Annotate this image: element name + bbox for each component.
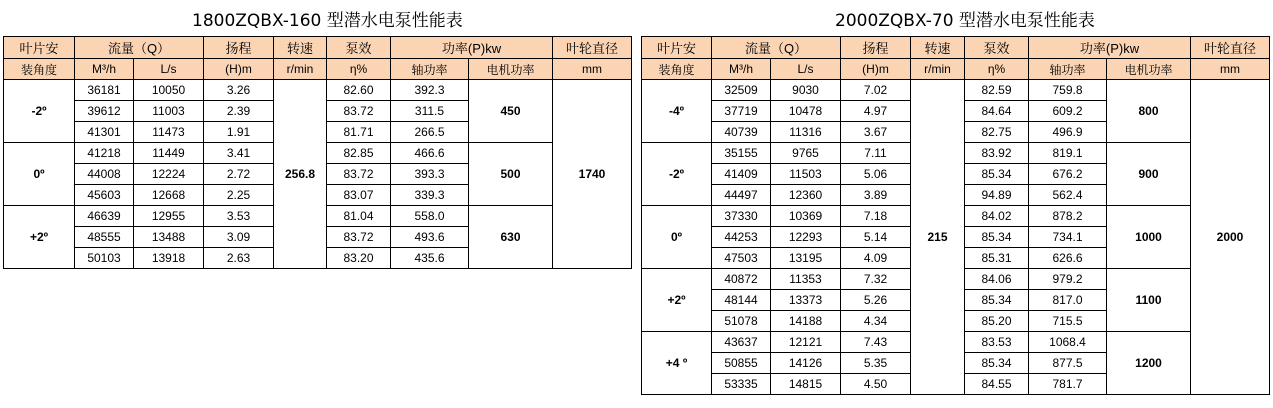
shaft-power-cell: 877.5 xyxy=(1029,353,1107,374)
efficiency-cell: 81.71 xyxy=(327,122,391,143)
speed-cell: 256.8 xyxy=(274,80,327,269)
shaft-power-cell: 266.5 xyxy=(391,122,469,143)
blade-angle-cell: +2º xyxy=(642,269,712,332)
head-cell: 2.72 xyxy=(204,164,274,185)
efficiency-cell: 84.64 xyxy=(965,101,1029,122)
head-cell: 2.63 xyxy=(204,248,274,269)
table-row xyxy=(4,80,632,101)
performance-table-2000zqbx xyxy=(641,36,1270,395)
flow-ls-cell: 10050 xyxy=(134,80,204,101)
blade-angle-cell: +2º xyxy=(4,206,75,269)
flow-ls-cell: 11449 xyxy=(134,143,204,164)
header-head-line1: 扬程 xyxy=(841,37,911,59)
head-cell: 3.53 xyxy=(204,206,274,227)
flow-ls-cell: 9030 xyxy=(771,80,841,101)
flow-m3h-cell: 35155 xyxy=(712,143,771,164)
flow-ls-cell: 14815 xyxy=(771,374,841,395)
flow-ls-cell: 12293 xyxy=(771,227,841,248)
flow-m3h-cell: 48555 xyxy=(75,227,134,248)
efficiency-cell: 85.34 xyxy=(965,164,1029,185)
header-impeller-line2: mm xyxy=(553,59,632,80)
shaft-power-cell: 1068.4 xyxy=(1029,332,1107,353)
head-cell: 3.41 xyxy=(204,143,274,164)
flow-ls-cell: 12224 xyxy=(134,164,204,185)
efficiency-cell: 85.34 xyxy=(965,353,1029,374)
header-head-line1: 扬程 xyxy=(204,37,274,59)
head-cell: 3.26 xyxy=(204,80,274,101)
head-cell: 4.09 xyxy=(841,248,911,269)
blade-angle-cell: 0º xyxy=(642,206,712,269)
head-cell: 3.67 xyxy=(841,122,911,143)
head-cell: 5.26 xyxy=(841,290,911,311)
shaft-power-cell: 878.2 xyxy=(1029,206,1107,227)
shaft-power-cell: 626.6 xyxy=(1029,248,1107,269)
flow-m3h-cell: 47503 xyxy=(712,248,771,269)
flow-ls-cell: 11003 xyxy=(134,101,204,122)
header-speed-line2: r/min xyxy=(274,59,327,80)
flow-ls-cell: 12121 xyxy=(771,332,841,353)
flow-ls-cell: 14126 xyxy=(771,353,841,374)
blade-angle-cell: -2º xyxy=(642,143,712,206)
header-row-2 xyxy=(4,59,632,80)
head-cell: 7.32 xyxy=(841,269,911,290)
flow-ls-cell: 10478 xyxy=(771,101,841,122)
efficiency-cell: 83.53 xyxy=(965,332,1029,353)
header-blade-angle-line1: 叶片安 xyxy=(642,37,712,59)
header-row-1 xyxy=(642,37,1270,59)
efficiency-cell: 94.89 xyxy=(965,185,1029,206)
header-efficiency-line2: η% xyxy=(965,59,1029,80)
efficiency-cell: 82.75 xyxy=(965,122,1029,143)
flow-ls-cell: 11353 xyxy=(771,269,841,290)
header-flow: 流量（Q） xyxy=(712,37,841,59)
efficiency-cell: 83.92 xyxy=(965,143,1029,164)
header-efficiency-line1: 泵效 xyxy=(327,37,391,59)
shaft-power-cell: 676.2 xyxy=(1029,164,1107,185)
flow-m3h-cell: 41301 xyxy=(75,122,134,143)
efficiency-cell: 85.20 xyxy=(965,311,1029,332)
head-cell: 3.09 xyxy=(204,227,274,248)
efficiency-cell: 85.34 xyxy=(965,227,1029,248)
head-cell: 5.35 xyxy=(841,353,911,374)
flow-m3h-cell: 40872 xyxy=(712,269,771,290)
motor-power-cell: 800 xyxy=(1107,80,1191,143)
efficiency-cell: 83.07 xyxy=(327,185,391,206)
shaft-power-cell: 393.3 xyxy=(391,164,469,185)
efficiency-cell: 84.06 xyxy=(965,269,1029,290)
flow-ls-cell: 11316 xyxy=(771,122,841,143)
shaft-power-cell: 562.4 xyxy=(1029,185,1107,206)
flow-m3h-cell: 44253 xyxy=(712,227,771,248)
efficiency-cell: 82.85 xyxy=(327,143,391,164)
header-blade-angle-line2: 装角度 xyxy=(4,59,75,80)
head-cell: 4.97 xyxy=(841,101,911,122)
flow-ls-cell: 12668 xyxy=(134,185,204,206)
efficiency-cell: 85.34 xyxy=(965,290,1029,311)
flow-ls-cell: 9765 xyxy=(771,143,841,164)
flow-m3h-cell: 36181 xyxy=(75,80,134,101)
header-row-1 xyxy=(4,37,632,59)
efficiency-cell: 81.04 xyxy=(327,206,391,227)
motor-power-cell: 1200 xyxy=(1107,332,1191,395)
blade-angle-cell: -2º xyxy=(4,80,75,143)
header-shaft-power: 轴功率 xyxy=(1029,59,1107,80)
head-cell: 7.11 xyxy=(841,143,911,164)
head-cell: 2.39 xyxy=(204,101,274,122)
header-speed-line1: 转速 xyxy=(911,37,965,59)
header-impeller-line2: mm xyxy=(1191,59,1270,80)
shaft-power-cell: 339.3 xyxy=(391,185,469,206)
shaft-power-cell: 558.0 xyxy=(391,206,469,227)
flow-ls-cell: 13195 xyxy=(771,248,841,269)
header-flow-m3h: M³/h xyxy=(712,59,771,80)
flow-m3h-cell: 39612 xyxy=(75,101,134,122)
header-row-2 xyxy=(642,59,1270,80)
header-flow: 流量（Q） xyxy=(75,37,204,59)
shaft-power-cell: 311.5 xyxy=(391,101,469,122)
shaft-power-cell: 466.6 xyxy=(391,143,469,164)
header-power: 功率(P)kw xyxy=(391,37,553,59)
impeller-diameter-cell: 2000 xyxy=(1191,80,1270,395)
flow-ls-cell: 13918 xyxy=(134,248,204,269)
flow-ls-cell: 11473 xyxy=(134,122,204,143)
motor-power-cell: 1000 xyxy=(1107,206,1191,269)
shaft-power-cell: 715.5 xyxy=(1029,311,1107,332)
motor-power-cell: 900 xyxy=(1107,143,1191,206)
efficiency-cell: 83.72 xyxy=(327,101,391,122)
flow-m3h-cell: 41409 xyxy=(712,164,771,185)
shaft-power-cell: 781.7 xyxy=(1029,374,1107,395)
flow-m3h-cell: 48144 xyxy=(712,290,771,311)
speed-cell: 215 xyxy=(911,80,965,395)
shaft-power-cell: 817.0 xyxy=(1029,290,1107,311)
header-speed-line1: 转速 xyxy=(274,37,327,59)
motor-power-cell: 1100 xyxy=(1107,269,1191,332)
impeller-diameter-cell: 1740 xyxy=(553,80,632,269)
shaft-power-cell: 609.2 xyxy=(1029,101,1107,122)
flow-ls-cell: 14188 xyxy=(771,311,841,332)
flow-m3h-cell: 41218 xyxy=(75,143,134,164)
header-shaft-power: 轴功率 xyxy=(391,59,469,80)
header-flow-ls: L/s xyxy=(771,59,841,80)
header-impeller-line1: 叶轮直径 xyxy=(553,37,632,59)
efficiency-cell: 82.60 xyxy=(327,80,391,101)
efficiency-cell: 84.02 xyxy=(965,206,1029,227)
head-cell: 5.14 xyxy=(841,227,911,248)
flow-m3h-cell: 32509 xyxy=(712,80,771,101)
flow-m3h-cell: 50855 xyxy=(712,353,771,374)
table-title-1800zqbx: 1800ZQBX-160 型潜水电泵性能表 xyxy=(192,11,463,31)
head-cell: 4.50 xyxy=(841,374,911,395)
shaft-power-cell: 435.6 xyxy=(391,248,469,269)
head-cell: 3.89 xyxy=(841,185,911,206)
shaft-power-cell: 392.3 xyxy=(391,80,469,101)
blade-angle-cell: +4 º xyxy=(642,332,712,395)
head-cell: 7.18 xyxy=(841,206,911,227)
shaft-power-cell: 734.1 xyxy=(1029,227,1107,248)
flow-m3h-cell: 50103 xyxy=(75,248,134,269)
head-cell: 2.25 xyxy=(204,185,274,206)
header-motor-power: 电机功率 xyxy=(1107,59,1191,80)
head-cell: 4.34 xyxy=(841,311,911,332)
table-title-2000zqbx: 2000ZQBX-70 型潜水电泵性能表 xyxy=(835,11,1095,31)
motor-power-cell: 630 xyxy=(469,206,553,269)
flow-m3h-cell: 37330 xyxy=(712,206,771,227)
flow-m3h-cell: 45603 xyxy=(75,185,134,206)
header-blade-angle-line2: 装角度 xyxy=(642,59,712,80)
header-flow-m3h: M³/h xyxy=(75,59,134,80)
flow-m3h-cell: 44497 xyxy=(712,185,771,206)
table-row xyxy=(642,80,1270,101)
blade-angle-cell: -4º xyxy=(642,80,712,143)
motor-power-cell: 500 xyxy=(469,143,553,206)
head-cell: 7.02 xyxy=(841,80,911,101)
head-cell: 5.06 xyxy=(841,164,911,185)
performance-table-1800zqbx xyxy=(3,36,632,269)
shaft-power-cell: 759.8 xyxy=(1029,80,1107,101)
efficiency-cell: 85.31 xyxy=(965,248,1029,269)
header-power: 功率(P)kw xyxy=(1029,37,1191,59)
flow-m3h-cell: 37719 xyxy=(712,101,771,122)
efficiency-cell: 83.72 xyxy=(327,164,391,185)
flow-ls-cell: 13373 xyxy=(771,290,841,311)
flow-ls-cell: 11503 xyxy=(771,164,841,185)
efficiency-cell: 84.55 xyxy=(965,374,1029,395)
head-cell: 7.43 xyxy=(841,332,911,353)
efficiency-cell: 83.72 xyxy=(327,227,391,248)
flow-m3h-cell: 40739 xyxy=(712,122,771,143)
flow-m3h-cell: 43637 xyxy=(712,332,771,353)
shaft-power-cell: 493.6 xyxy=(391,227,469,248)
shaft-power-cell: 496.9 xyxy=(1029,122,1107,143)
header-blade-angle-line1: 叶片安 xyxy=(4,37,75,59)
flow-ls-cell: 12955 xyxy=(134,206,204,227)
flow-m3h-cell: 46639 xyxy=(75,206,134,227)
header-efficiency-line1: 泵效 xyxy=(965,37,1029,59)
header-head-line2: (H)m xyxy=(841,59,911,80)
shaft-power-cell: 819.1 xyxy=(1029,143,1107,164)
head-cell: 1.91 xyxy=(204,122,274,143)
header-speed-line2: r/min xyxy=(911,59,965,80)
flow-m3h-cell: 44008 xyxy=(75,164,134,185)
header-efficiency-line2: η% xyxy=(327,59,391,80)
flow-m3h-cell: 51078 xyxy=(712,311,771,332)
flow-ls-cell: 12360 xyxy=(771,185,841,206)
header-flow-ls: L/s xyxy=(134,59,204,80)
blade-angle-cell: 0º xyxy=(4,143,75,206)
header-motor-power: 电机功率 xyxy=(469,59,553,80)
flow-ls-cell: 10369 xyxy=(771,206,841,227)
motor-power-cell: 450 xyxy=(469,80,553,143)
flow-ls-cell: 13488 xyxy=(134,227,204,248)
header-head-line2: (H)m xyxy=(204,59,274,80)
shaft-power-cell: 979.2 xyxy=(1029,269,1107,290)
header-impeller-line1: 叶轮直径 xyxy=(1191,37,1270,59)
efficiency-cell: 83.20 xyxy=(327,248,391,269)
flow-m3h-cell: 53335 xyxy=(712,374,771,395)
efficiency-cell: 82.59 xyxy=(965,80,1029,101)
